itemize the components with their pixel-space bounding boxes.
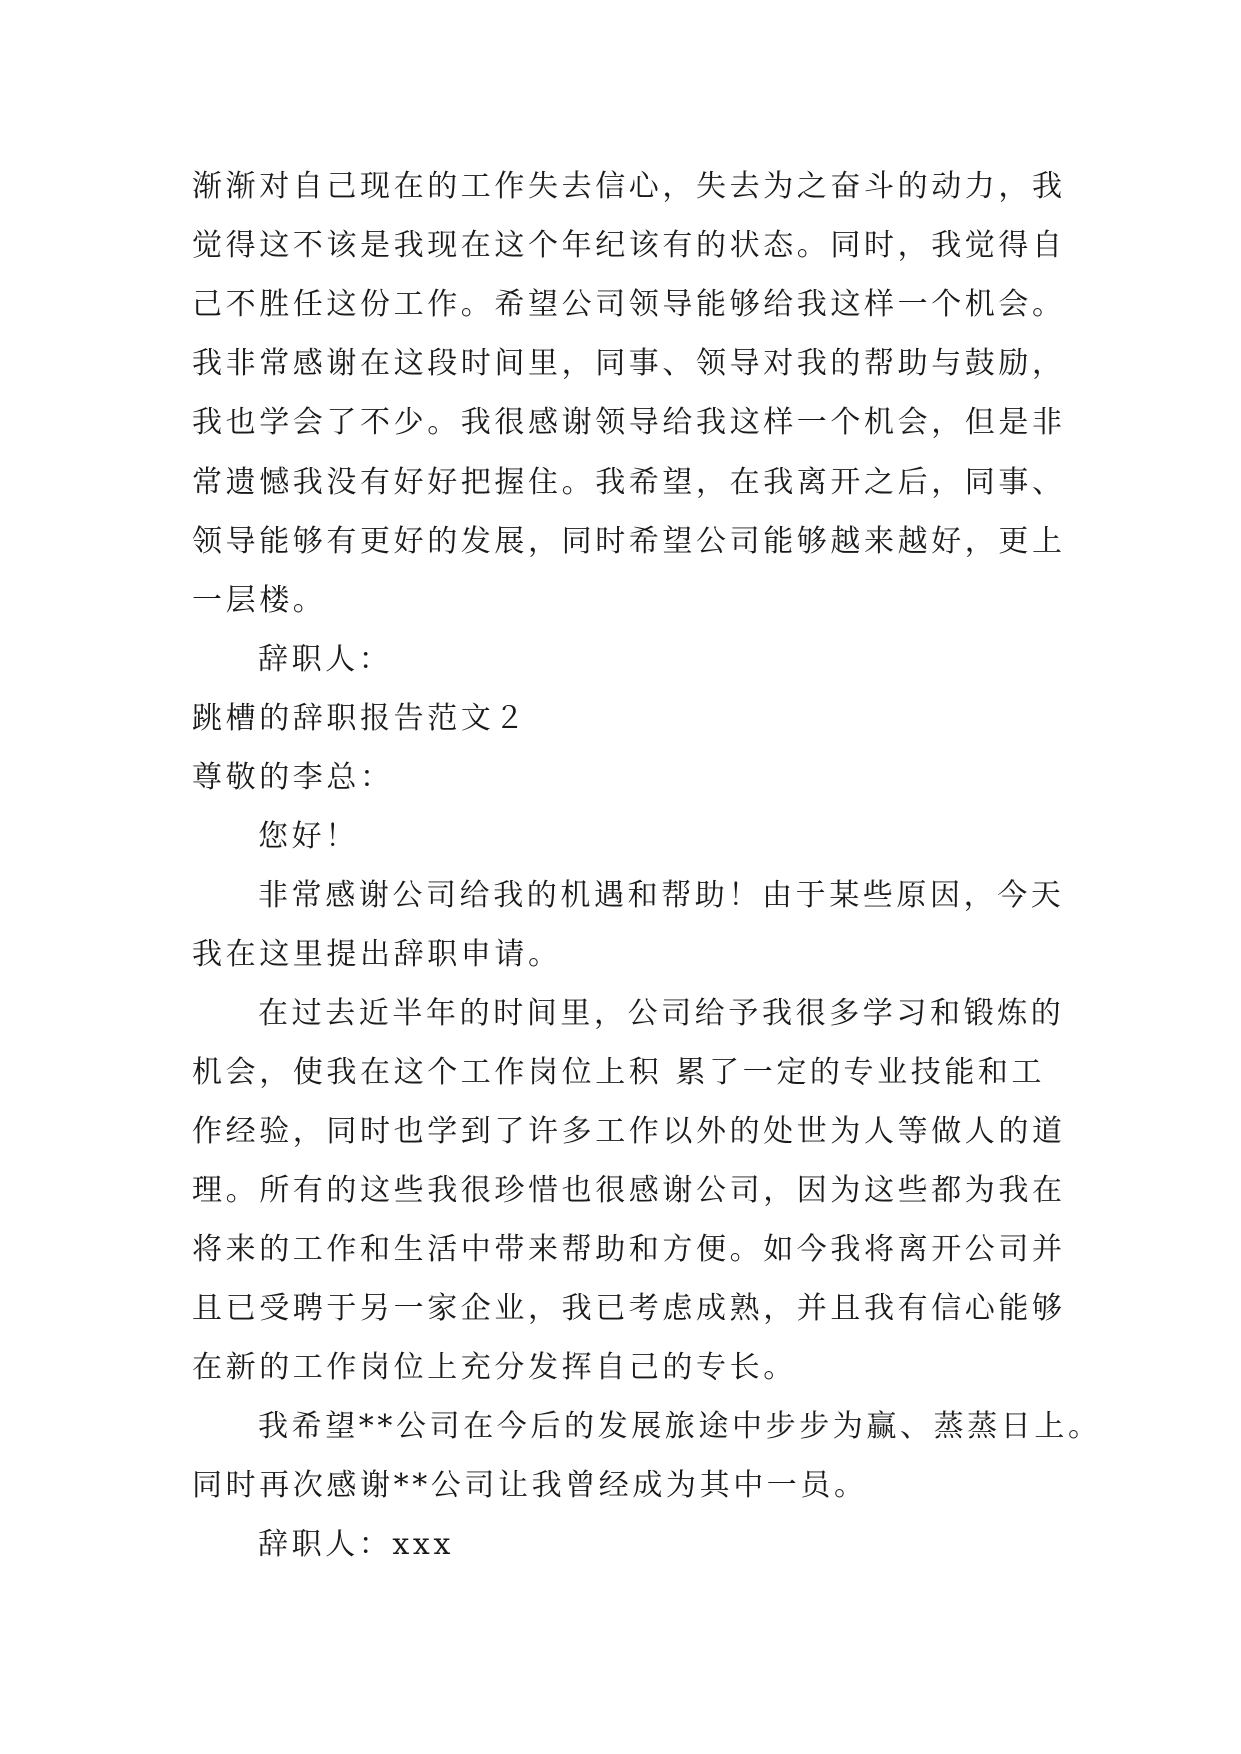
text-line: 觉得这不该是我现在这个年纪该有的状态。同时，我觉得自	[192, 228, 1066, 263]
text-line: 渐渐对自己现在的工作失去信心，失去为之奋斗的动力，我	[192, 169, 1066, 204]
text-line: 我也学会了不少。我很感谢领导给我这样一个机会，但是非	[192, 405, 1066, 440]
greeting: 您好！	[258, 819, 359, 854]
section-title: 跳槽的辞职报告范文２	[192, 701, 528, 736]
text-line: 理。所有的这些我很珍惜也很感谢公司，因为这些都为我在	[192, 1173, 1066, 1208]
text-line: 同时再次感谢**公司让我曾经成为其中一员。	[192, 1468, 868, 1503]
text-line: 非常感谢公司给我的机遇和帮助！由于某些原因，今天	[258, 878, 1065, 913]
text-line: 在过去近半年的时间里，公司给予我很多学习和锻炼的	[258, 996, 1065, 1031]
text-line: 常遗憾我没有好好把握住。我希望，在我离开之后，同事、	[192, 465, 1066, 500]
text-line: 己不胜任这份工作。希望公司领导能够给我这样一个机会。	[192, 287, 1066, 322]
text-line: 我希望**公司在今后的发展旅途中步步为赢、蒸蒸日上。	[258, 1409, 1102, 1444]
signature-label: 辞职人：	[258, 642, 393, 677]
text-line: 在新的工作岗位上充分发挥自己的专长。	[192, 1350, 797, 1385]
signature-line: 辞职人：xxx	[258, 1527, 454, 1562]
text-line: 领导能够有更好的发展，同时希望公司能够越来越好，更上	[192, 524, 1066, 559]
text-line: 将来的工作和生活中带来帮助和方便。如今我将离开公司并	[192, 1232, 1066, 1267]
salutation: 尊敬的李总：	[192, 760, 394, 795]
text-line: 机会，使我在这个工作岗位上积 累了一定的专业技能和工	[192, 1055, 1046, 1090]
text-line: 我在这里提出辞职申请。	[192, 937, 562, 972]
text-line: 且已受聘于另一家企业，我已考虑成熟，并且我有信心能够	[192, 1291, 1066, 1326]
text-line: 作经验，同时也学到了许多工作以外的处世为人等做人的道	[192, 1114, 1066, 1149]
text-line: 我非常感谢在这段时间里，同事、领导对我的帮助与鼓励，	[192, 346, 1066, 381]
text-line: 一层楼。	[192, 583, 327, 618]
